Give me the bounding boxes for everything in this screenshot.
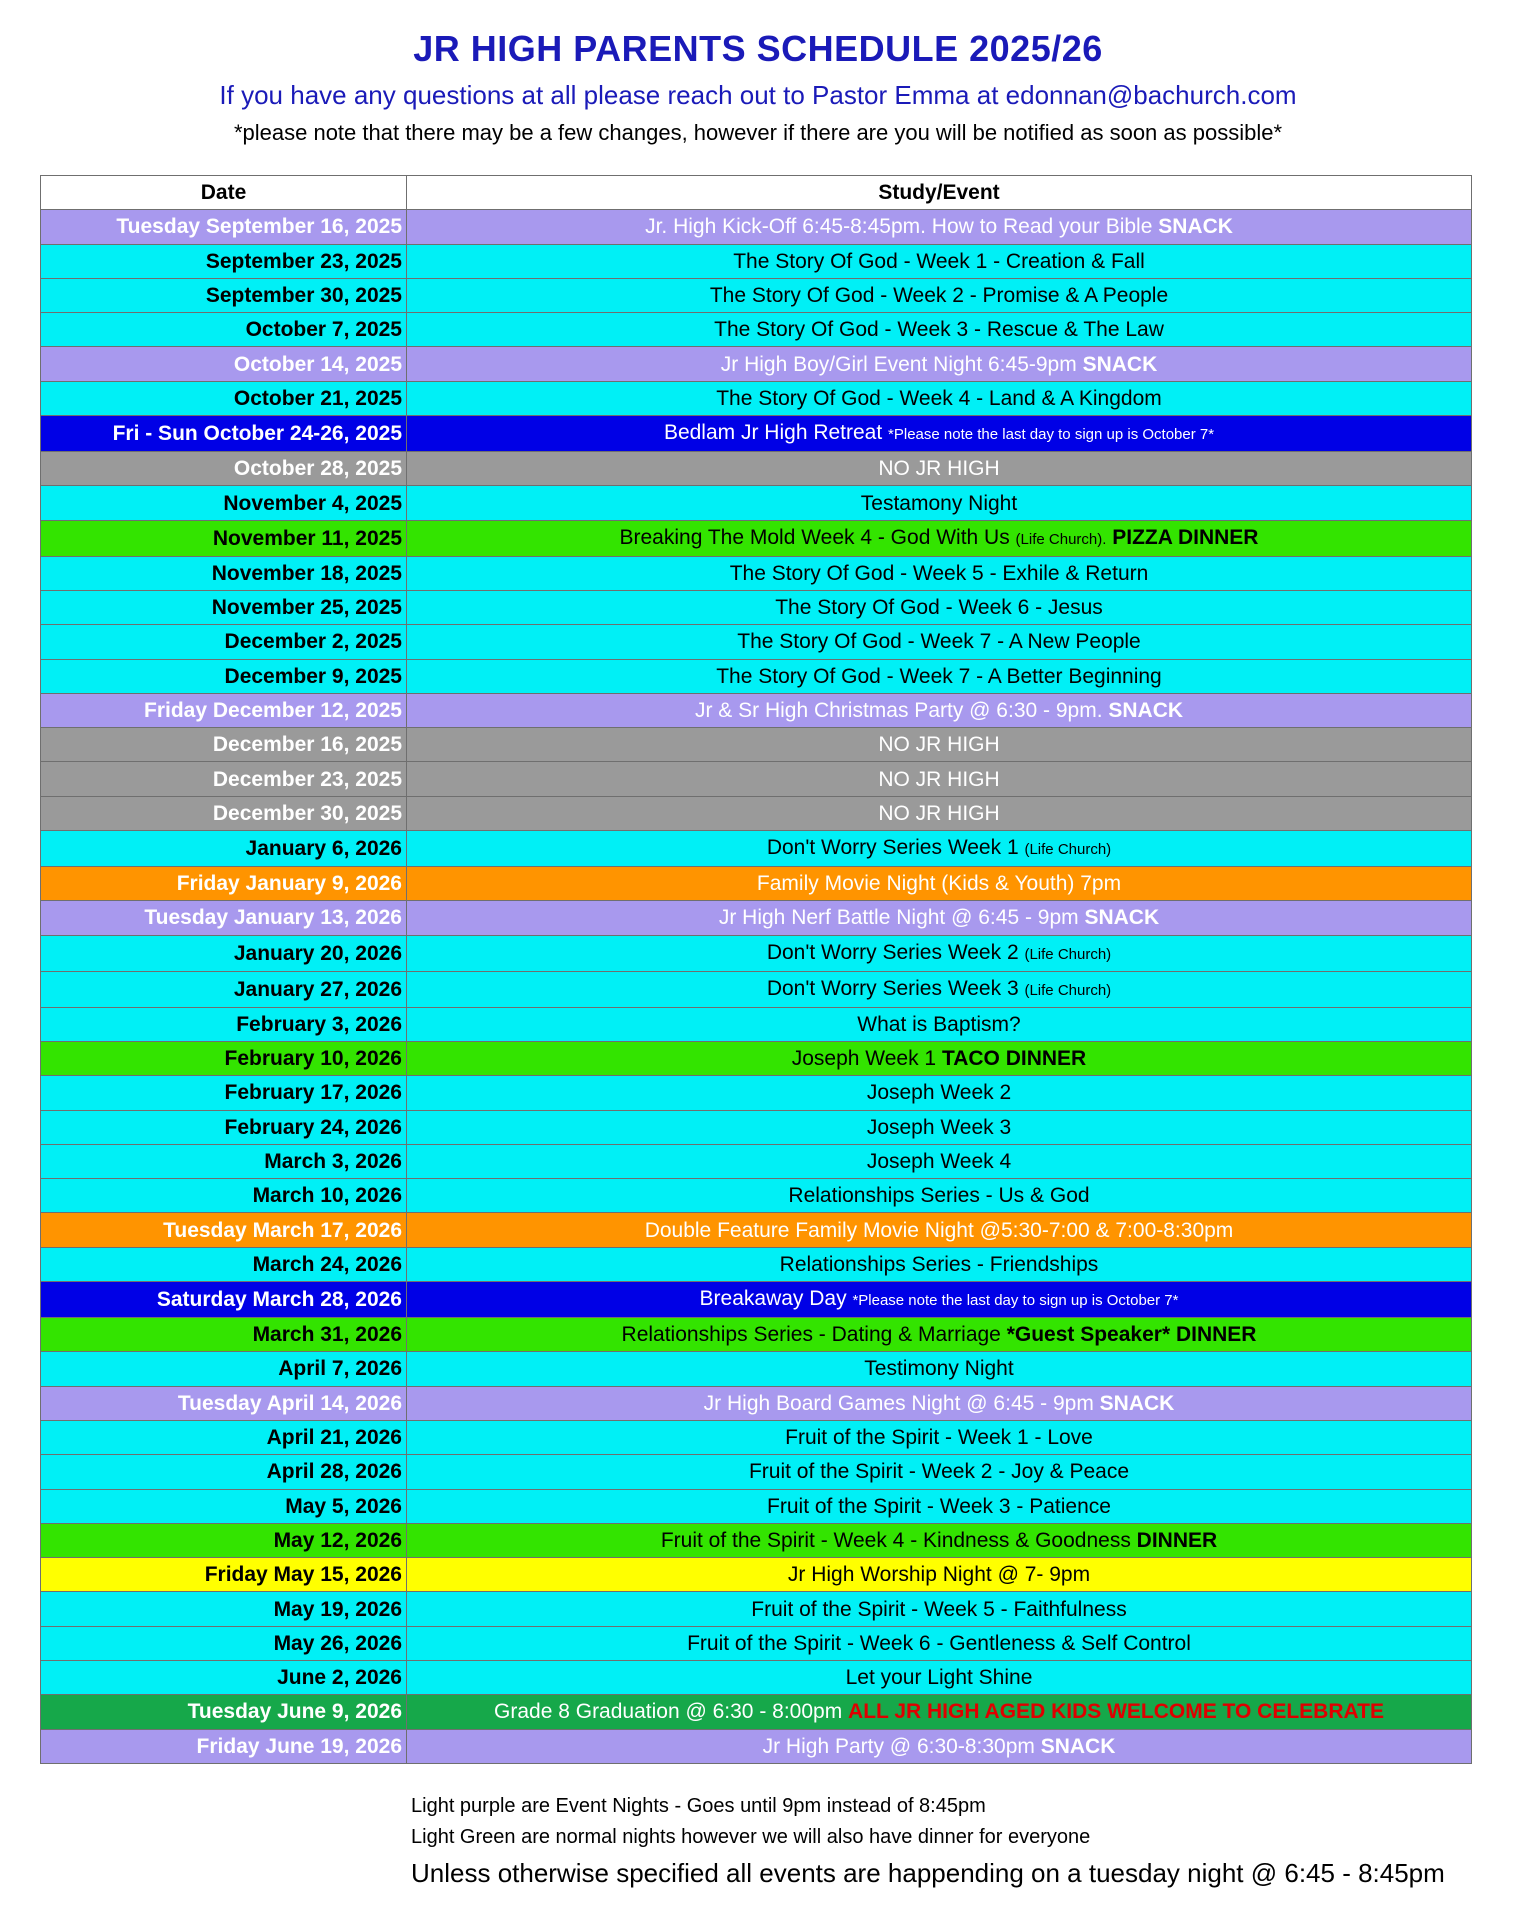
event-cell [407,1179,1472,1213]
table-row [41,1489,1472,1523]
event-text: DINNER [1136,1528,1218,1552]
date-cell: May 19, 2026 [41,1592,407,1626]
date-cell: March 31, 2026 [41,1318,407,1352]
table-row [41,1110,1472,1144]
event-text: SNACK [1158,215,1233,239]
event-cell [407,1213,1472,1247]
table-row [41,244,1472,278]
event-cell [407,1282,1472,1318]
table-row [41,1455,1472,1489]
event-cell [407,590,1472,624]
event-cell [407,1007,1472,1041]
table-row [41,935,1472,971]
event-cell [407,1729,1472,1763]
event-text: Breakaway Day [699,1287,853,1311]
event-cell [407,244,1472,278]
event-cell [407,278,1472,312]
event-cell [407,1041,1472,1075]
event-text: Don't Worry Series Week 1 [766,836,1025,860]
legend-green-note: Light Green are normal nights however we will also have dinner for everyone [411,1826,1091,1848]
date-cell: October 14, 2025 [41,347,407,381]
event-text: The Story Of God - Week 7 - A New People [737,630,1141,654]
event-text: SNACK [1040,1734,1116,1758]
event-text: Bedlam Jr High Retreat [663,421,889,445]
event-text: Testamony Night [860,491,1018,515]
event-text: Breaking The Mold Week 4 - God With Us [619,525,1016,549]
table-row [41,1352,1472,1386]
event-text: SNACK [1082,352,1158,376]
date-cell: February 17, 2026 [41,1076,407,1110]
event-text: Double Feature Family Movie Night @5:30-7:00 & 7:00-8:30pm [644,1218,1234,1242]
event-text: (Life Church) [1024,981,1112,999]
event-cell [407,693,1472,727]
table-row [41,1523,1472,1557]
date-cell: February 24, 2026 [41,1110,407,1144]
date-cell: February 10, 2026 [41,1041,407,1075]
table-row [41,520,1472,556]
event-cell [407,659,1472,693]
event-cell [407,210,1472,244]
event-cell [407,1110,1472,1144]
event-text: Jr. High Kick-Off 6:45-8:45pm. How to Read your Bible [645,215,1159,239]
event-cell [407,1352,1472,1386]
event-text: Don't Worry Series Week 2 [766,940,1025,964]
event-cell [407,971,1472,1007]
table-row [41,762,1472,796]
event-cell [407,1318,1472,1352]
event-text: Let your Light Shine [845,1666,1033,1690]
event-cell [407,452,1472,486]
event-text: Fruit of the Spirit - Week 4 - Kindness & Goodness [660,1528,1137,1552]
event-cell [407,1420,1472,1454]
date-cell: December 23, 2025 [41,762,407,796]
table-row [41,1213,1472,1247]
date-cell: April 7, 2026 [41,1352,407,1386]
table-row [41,210,1472,244]
event-cell [407,416,1472,452]
event-cell [407,1386,1472,1420]
event-text: NO JR HIGH [878,767,1000,791]
event-cell [407,1558,1472,1592]
date-cell: January 27, 2026 [41,971,407,1007]
event-text: *Please note the last day to sign up is October 7* [852,1292,1179,1310]
event-text: ALL JR HIGH AGED KIDS WELCOME TO CELEBRATE [848,1700,1384,1724]
legend-default-time-note: Unless otherwise specified all events are happending on a tuesday night @ 6:45 - 8:45pm [411,1858,1445,1888]
event-text: Fruit of the Spirit - Week 3 - Patience [767,1494,1111,1518]
page-title: JR HIGH PARENTS SCHEDULE 2025/26 [413,28,1103,69]
table-row [41,1386,1472,1420]
event-text: The Story Of God - Week 1 - Creation & Fall [733,249,1145,273]
event-text: Testimony Night [864,1357,1014,1381]
date-cell: April 28, 2026 [41,1455,407,1489]
event-text: The Story Of God - Week 7 - A Better Beginning [716,664,1162,688]
date-cell: January 20, 2026 [41,935,407,971]
event-cell [407,1695,1472,1729]
event-text: Jr High Worship Night @ 7- 9pm [787,1563,1091,1587]
table-row [41,278,1472,312]
date-cell: November 4, 2025 [41,486,407,520]
date-cell: Saturday March 28, 2026 [41,1282,407,1318]
event-text: PIZZA DINNER [1106,525,1259,549]
table-row [41,1247,1472,1281]
event-text: NO JR HIGH [878,457,1000,481]
event-cell [407,1660,1472,1694]
table-row [41,313,1472,347]
table-row [41,1041,1472,1075]
table-row [41,1282,1472,1318]
table-row [41,556,1472,590]
event-cell [407,796,1472,830]
event-cell [407,935,1472,971]
table-row [41,728,1472,762]
event-text: The Story Of God - Week 2 - Promise & A People [709,284,1169,308]
event-cell [407,1626,1472,1660]
event-text: NO JR HIGH [878,733,1000,757]
table-row [41,693,1472,727]
date-cell: October 28, 2025 [41,452,407,486]
event-text: (Life Church). [1015,530,1107,548]
table-row [41,452,1472,486]
contact-subtitle: If you have any questions at all please reach out to Pastor Emma at edonnan@bachurch.com [219,80,1297,110]
event-cell [407,625,1472,659]
date-cell: June 2, 2026 [41,1660,407,1694]
event-text: SNACK [1108,699,1184,722]
event-text: Jr High Nerf Battle Night @ 6:45 - 9pm [718,906,1085,930]
date-cell: Tuesday March 17, 2026 [41,1213,407,1247]
event-cell [407,831,1472,867]
date-cell: Friday May 15, 2026 [41,1558,407,1592]
table-row [41,590,1472,624]
event-cell [407,381,1472,415]
event-cell [407,1076,1472,1110]
event-cell [407,313,1472,347]
event-text: Jr & Sr High Christmas Party @ 6:30 - 9pm. [694,699,1109,722]
date-cell: December 9, 2025 [41,659,407,693]
date-cell: September 30, 2025 [41,278,407,312]
table-row [41,1179,1472,1213]
event-text: Fruit of the Spirit - Week 1 - Love [785,1426,1093,1450]
event-text: Joseph Week 4 [866,1149,1012,1173]
date-column-header: Date [41,176,407,210]
table-row [41,416,1472,452]
event-text: Joseph Week 3 [866,1115,1012,1139]
event-text: Relationships Series - Dating & Marriage [621,1323,1007,1347]
event-text: Fruit of the Spirit - Week 6 - Gentleness & Self Control [687,1631,1191,1655]
table-row [41,796,1472,830]
date-cell: March 24, 2026 [41,1247,407,1281]
event-text: Relationships Series - Us & God [788,1184,1090,1208]
date-cell: May 26, 2026 [41,1626,407,1660]
event-text: Joseph Week 1 [791,1047,942,1071]
event-text: (Life Church) [1024,945,1112,963]
table-row [41,1729,1472,1763]
date-cell: Tuesday January 13, 2026 [41,901,407,935]
date-cell: March 10, 2026 [41,1179,407,1213]
table-row [41,1007,1472,1041]
table-row [41,1660,1472,1694]
date-cell: April 21, 2026 [41,1420,407,1454]
table-row [41,486,1472,520]
date-cell: November 11, 2025 [41,520,407,556]
event-cell [407,1455,1472,1489]
event-text: The Story Of God - Week 3 - Rescue & The Law [714,318,1164,342]
event-text: (Life Church) [1024,841,1112,859]
event-cell [407,1247,1472,1281]
table-row [41,831,1472,867]
date-cell: Tuesday June 9, 2026 [41,1695,407,1729]
event-cell [407,1592,1472,1626]
date-cell: September 23, 2025 [41,244,407,278]
event-cell [407,728,1472,762]
changes-note: *please note that there may be a few changes, however if there are you will be notified as soon as possible* [233,120,1283,145]
event-cell [407,762,1472,796]
table-row [41,381,1472,415]
date-cell: Tuesday September 16, 2025 [41,210,407,244]
event-cell [407,867,1472,901]
event-text: SNACK [1084,906,1160,930]
event-cell [407,347,1472,381]
table-row [41,901,1472,935]
table-row [41,1592,1472,1626]
event-text: Joseph Week 2 [866,1081,1012,1105]
table-row [41,1420,1472,1454]
event-cell [407,901,1472,935]
event-text: Fruit of the Spirit - Week 2 - Joy & Peace [748,1460,1130,1484]
table-header-row [41,176,1472,210]
event-cell [407,556,1472,590]
event-text: Family Movie Night (Kids & Youth) 7pm [756,872,1122,896]
event-text: Jr High Boy/Girl Event Night 6:45-9pm [720,352,1083,376]
table-row [41,1318,1472,1352]
event-cell [407,1523,1472,1557]
event-cell [407,486,1472,520]
table-row [41,1695,1472,1729]
legend-purple-note: Light purple are Event Nights - Goes until 9pm instead of 8:45pm [411,1795,986,1817]
event-cell [407,520,1472,556]
date-cell: Tuesday April 14, 2026 [41,1386,407,1420]
event-text: TACO DINNER [941,1047,1087,1071]
event-text: Fruit of the Spirit - Week 5 - Faithfulness [751,1597,1127,1621]
event-text: Jr High Board Games Night @ 6:45 - 9pm [703,1391,1100,1415]
date-cell: Friday December 12, 2025 [41,693,407,727]
event-text: What is Baptism? [857,1012,1021,1036]
event-text: Relationships Series - Friendships [779,1252,1099,1276]
event-text: SNACK [1099,1391,1175,1415]
event-text: Jr High Party @ 6:30-8:30pm [762,1734,1041,1758]
event-text: *Please note the last day to sign up is October 7* [888,426,1215,444]
event-text: Don't Worry Series Week 3 [766,976,1025,1000]
date-cell: Friday June 19, 2026 [41,1729,407,1763]
table-row [41,659,1472,693]
table-row [41,1144,1472,1178]
table-row [41,971,1472,1007]
date-cell: November 25, 2025 [41,590,407,624]
date-cell: December 2, 2025 [41,625,407,659]
date-cell: Friday January 9, 2026 [41,867,407,901]
event-text: The Story Of God - Week 4 - Land & A Kingdom [716,386,1162,410]
table-row [41,1626,1472,1660]
table-row [41,1558,1472,1592]
event-text: The Story Of God - Week 6 - Jesus [775,596,1103,620]
date-cell: May 5, 2026 [41,1489,407,1523]
event-text: NO JR HIGH [878,801,1000,825]
date-cell: October 21, 2025 [41,381,407,415]
event-cell [407,1489,1472,1523]
event-cell [407,1144,1472,1178]
date-cell: December 30, 2025 [41,796,407,830]
event-text: The Story Of God - Week 5 - Exhile & Return [729,561,1149,585]
event-text: Grade 8 Graduation @ 6:30 - 8:00pm [494,1700,849,1724]
event-column-header: Study/Event [407,176,1472,210]
table-row [41,347,1472,381]
date-cell: Fri - Sun October 24-26, 2025 [41,416,407,452]
table-row [41,625,1472,659]
date-cell: October 7, 2025 [41,313,407,347]
date-cell: May 12, 2026 [41,1523,407,1557]
table-row [41,867,1472,901]
event-text: *Guest Speaker* DINNER [1006,1323,1257,1347]
date-cell: January 6, 2026 [41,831,407,867]
date-cell: December 16, 2025 [41,728,407,762]
schedule-body [41,210,1472,1764]
date-cell: February 3, 2026 [41,1007,407,1041]
date-cell: March 3, 2026 [41,1144,407,1178]
schedule-table [40,175,1472,1764]
table-row [41,1076,1472,1110]
date-cell: November 18, 2025 [41,556,407,590]
